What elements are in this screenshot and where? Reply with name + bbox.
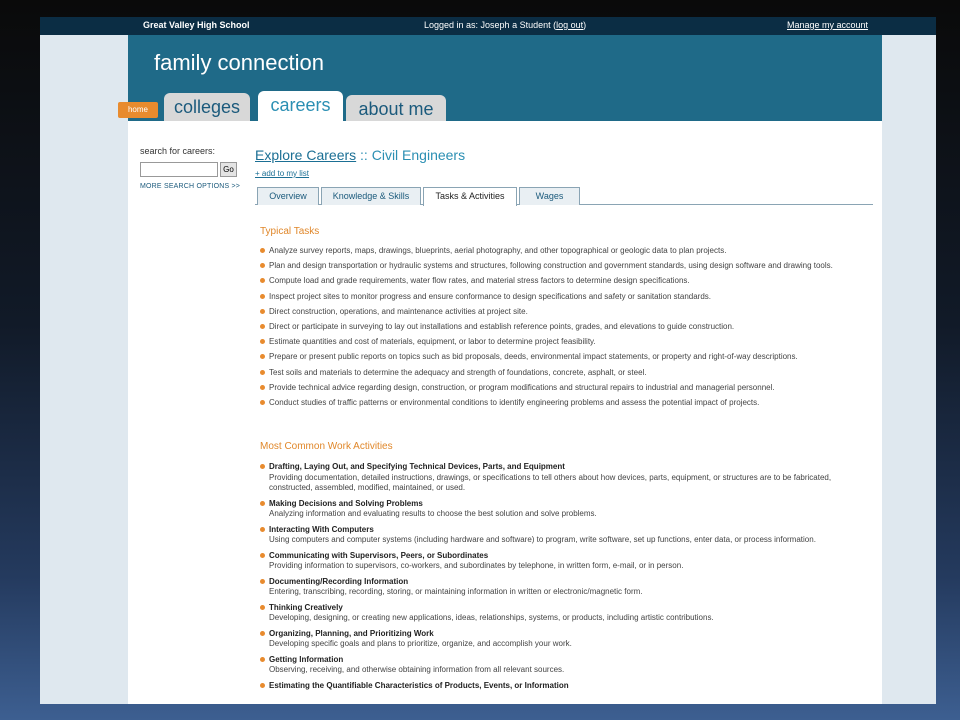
content-area xyxy=(128,121,882,704)
tasks-list xyxy=(260,246,870,413)
school-name: Great Valley High School xyxy=(143,20,250,30)
activity-item xyxy=(260,499,870,520)
task-item xyxy=(260,337,870,347)
task-text: Provide technical advice regarding design, construction, or program modifications and structural repairs to industrial and managerial personnel. xyxy=(269,382,775,392)
activity-item xyxy=(260,681,870,692)
tab-knowledge-skills[interactable]: Knowledge & Skills xyxy=(321,187,421,205)
login-prefix: Logged in as: Joseph a Student ( xyxy=(424,20,557,30)
bullet-icon xyxy=(260,248,265,253)
bullet-icon xyxy=(260,464,265,469)
bullet-icon xyxy=(260,339,265,344)
bullet-icon xyxy=(260,400,265,405)
more-search-options-link[interactable]: MORE SEARCH OPTIONS >> xyxy=(140,183,241,190)
career-name: Civil Engineers xyxy=(371,147,466,163)
bullet-icon xyxy=(260,294,265,299)
task-item xyxy=(260,322,870,332)
explore-careers-link[interactable]: Explore Careers xyxy=(255,147,357,163)
activity-title: Interacting With Computers xyxy=(269,524,374,534)
activity-description: Developing, designing, or creating new applications, ideas, relationships, systems, or products, including artistic contributions. xyxy=(269,613,714,622)
activity-title: Estimating the Quantifiable Characteristics of Products, Events, or Information xyxy=(269,680,569,690)
activity-title: Organizing, Planning, and Prioritizing Work xyxy=(269,628,434,638)
logout-link[interactable]: log out xyxy=(556,20,584,30)
activity-description: Using computers and computer systems (including hardware and software) to program, write software, set up functions, enter data, or process information. xyxy=(269,535,816,544)
sidebar xyxy=(140,146,250,190)
top-bar xyxy=(40,17,936,35)
activity-title: Documenting/Recording Information xyxy=(269,576,409,586)
activity-item xyxy=(260,603,870,624)
bullet-icon xyxy=(260,657,265,662)
bullet-icon xyxy=(260,278,265,283)
task-text: Test soils and materials to determine the adequacy and strength of foundations, concrete, asphalt, or steel. xyxy=(269,367,647,377)
login-status xyxy=(424,20,586,30)
task-item xyxy=(260,292,870,302)
activity-title: Drafting, Laying Out, and Specifying Technical Devices, Parts, and Equipment xyxy=(269,462,565,471)
activities-list xyxy=(260,462,870,696)
task-item xyxy=(260,398,870,408)
tab-overview[interactable]: Overview xyxy=(257,187,319,205)
activity-description: Developing specific goals and plans to prioritize, organize, and accomplish your work. xyxy=(269,639,572,648)
bullet-icon xyxy=(260,501,265,506)
search-row xyxy=(140,162,250,177)
career-search-input[interactable] xyxy=(140,162,218,177)
bullet-icon xyxy=(260,579,265,584)
activity-item xyxy=(260,525,870,546)
bullet-icon xyxy=(260,527,265,532)
bullet-icon xyxy=(260,324,265,329)
task-text: Prepare or present public reports on topics such as bid proposals, deeds, environmental impact statements, or property and right-of-way descriptions. xyxy=(269,352,798,362)
tab-about-me[interactable]: about me xyxy=(346,95,446,121)
subtab-bar xyxy=(255,187,873,205)
bullet-icon xyxy=(260,370,265,375)
tab-wages[interactable]: Wages xyxy=(519,187,580,205)
title-separator: :: xyxy=(356,147,372,163)
bullet-icon xyxy=(260,553,265,558)
bullet-icon xyxy=(260,605,265,610)
task-item xyxy=(260,368,870,378)
activity-item xyxy=(260,629,870,650)
task-item xyxy=(260,307,870,317)
bullet-icon xyxy=(260,354,265,359)
activity-item xyxy=(260,577,870,598)
activity-description: Entering, transcribing, recording, storing, or maintaining information in written or electronic/magnetic form. xyxy=(269,587,643,596)
task-item xyxy=(260,276,870,286)
home-tab[interactable]: home xyxy=(118,102,158,118)
go-button[interactable]: Go xyxy=(220,162,237,177)
activity-item xyxy=(260,551,870,572)
bullet-icon xyxy=(260,263,265,268)
tab-tasks-activities[interactable]: Tasks & Activities xyxy=(423,187,517,206)
manage-account-link[interactable]: Manage my account xyxy=(787,20,869,30)
task-item xyxy=(260,261,870,271)
activity-description: Analyzing information and evaluating results to choose the best solution and solve problems. xyxy=(269,509,597,518)
tab-careers[interactable]: careers xyxy=(258,91,343,121)
career-detail xyxy=(255,147,873,690)
page-title xyxy=(255,147,873,163)
activity-title: Making Decisions and Solving Problems xyxy=(269,498,423,508)
task-item xyxy=(260,246,870,256)
work-activities-heading: Most Common Work Activities xyxy=(260,441,393,452)
task-text: Inspect project sites to monitor progress and ensure conformance to design specifications and safety or sanitation standards. xyxy=(269,291,712,301)
task-text: Direct or participate in surveying to lay out installations and establish reference points, grades, and elevations to guide construction. xyxy=(269,321,735,331)
task-text: Direct construction, operations, and maintenance activities at project site. xyxy=(269,306,528,316)
add-to-list-link[interactable]: + add to my list xyxy=(255,169,310,178)
brand-title: family connection xyxy=(154,50,324,75)
activity-description: Observing, receiving, and otherwise obtaining information from all relevant sources. xyxy=(269,665,565,674)
activity-title: Getting Information xyxy=(269,654,344,664)
activity-title: Thinking Creatively xyxy=(269,602,343,612)
task-text: Analyze survey reports, maps, drawings, blueprints, aerial photography, and other topographical or geologic data to plan projects. xyxy=(269,246,727,255)
task-text: Conduct studies of traffic patterns or environmental conditions to identify engineering problems and assess the potential impact of projects. xyxy=(269,397,760,407)
login-suffix: ) xyxy=(583,20,587,30)
tab-colleges[interactable]: colleges xyxy=(164,93,250,121)
task-item xyxy=(260,383,870,393)
activity-title: Communicating with Supervisors, Peers, or Subordinates xyxy=(269,550,489,560)
activity-description: Providing information to supervisors, co-workers, and subordinates by telephone, in written form, e-mail, or in person. xyxy=(269,561,684,570)
task-text: Plan and design transportation or hydraulic systems and structures, following construction and government standards, using design software and drawing tools. xyxy=(269,261,833,271)
bullet-icon xyxy=(260,631,265,636)
bullet-icon xyxy=(260,385,265,390)
task-text: Estimate quantities and cost of materials, equipment, or labor to determine project feasibility. xyxy=(269,337,596,347)
activity-item xyxy=(260,462,870,494)
typical-tasks-heading: Typical Tasks xyxy=(260,226,320,237)
search-label: search for careers: xyxy=(140,146,216,156)
task-text: Compute load and grade requirements, water flow rates, and material stress factors to determine design specifications. xyxy=(269,276,690,286)
bullet-icon xyxy=(260,309,265,314)
activity-item xyxy=(260,655,870,676)
activity-description: Providing documentation, detailed instructions, drawings, or specifications to tell others about how devices, parts, equipment, or structures are to be fabricated, constructed, assembled, modified, maintained, or used. xyxy=(269,472,832,492)
task-item xyxy=(260,352,870,362)
bullet-icon xyxy=(260,683,265,688)
